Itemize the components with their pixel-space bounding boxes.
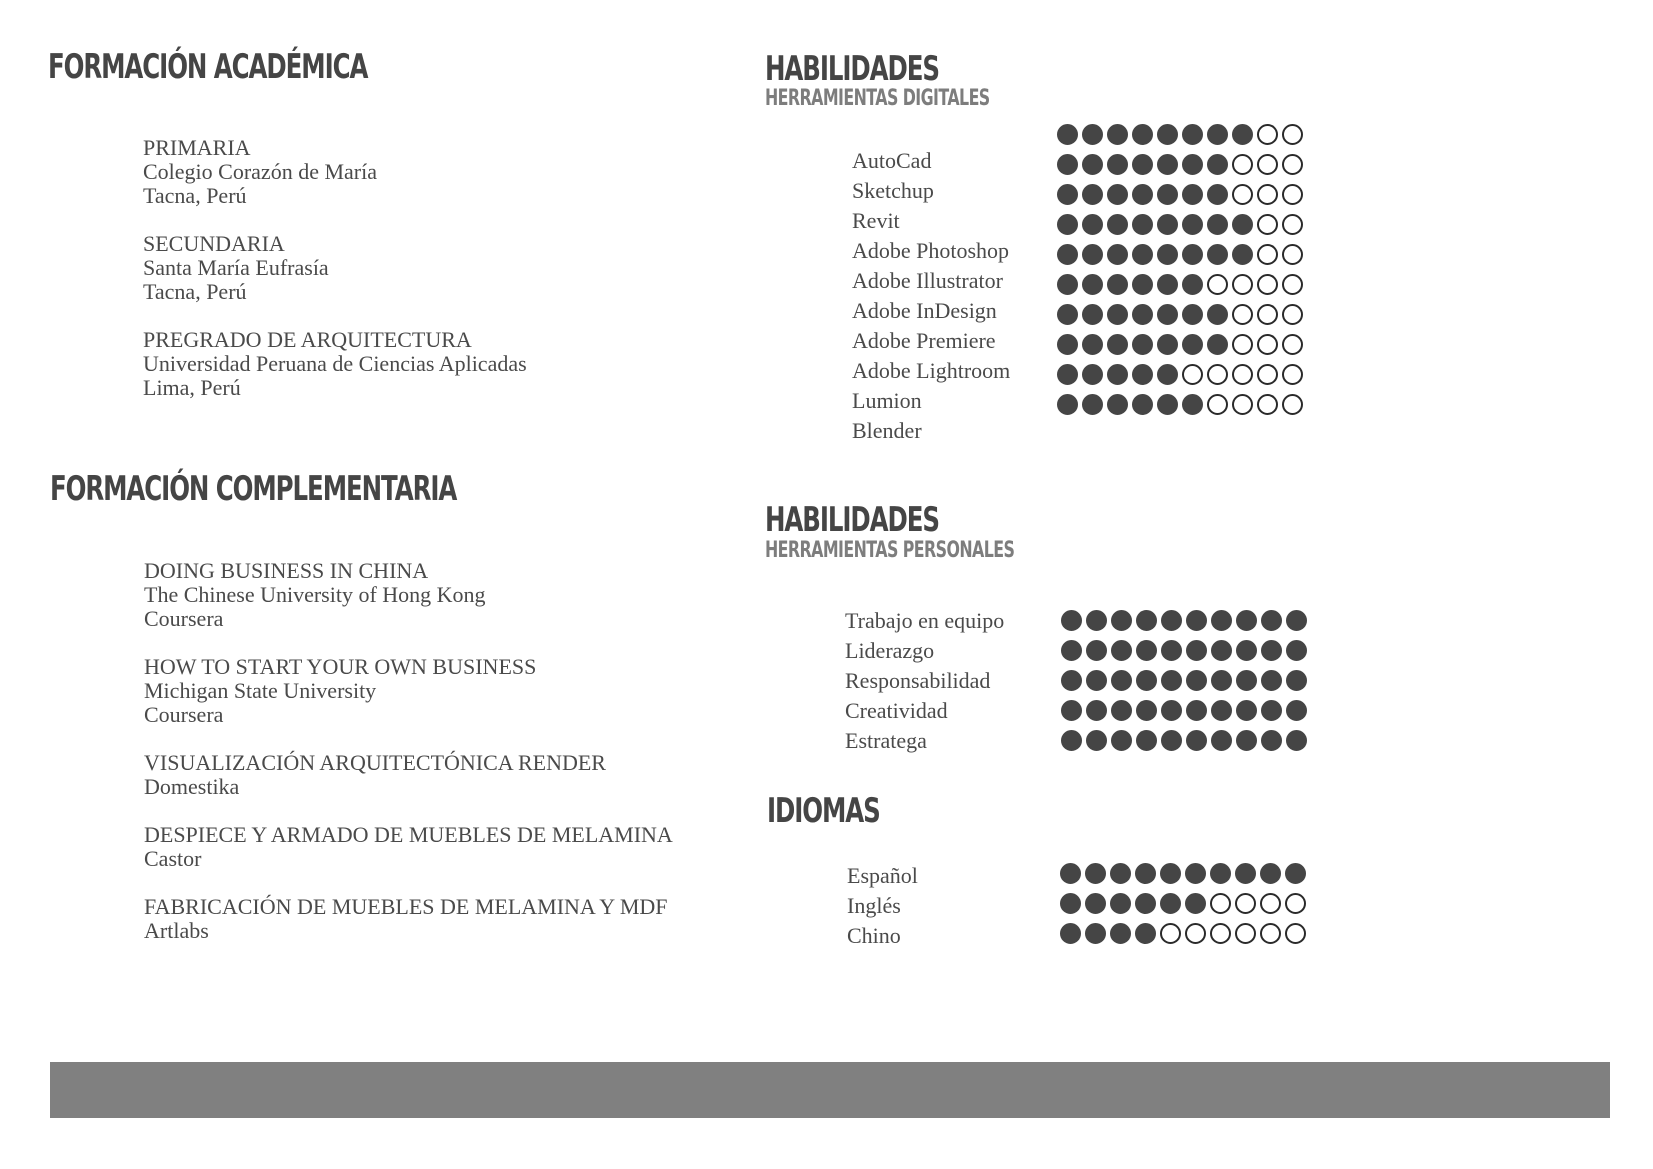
entry-detail: Coursera <box>144 606 224 631</box>
filled-dot-icon <box>1186 700 1207 721</box>
filled-dot-icon <box>1211 700 1232 721</box>
entry-item <box>143 328 527 400</box>
entry-detail: The Chinese University of Hong Kong <box>144 582 486 607</box>
empty-dot-icon <box>1235 923 1256 944</box>
empty-dot-icon <box>1257 334 1278 355</box>
filled-dot-icon <box>1286 700 1307 721</box>
filled-dot-icon <box>1236 610 1257 631</box>
filled-dot-icon <box>1157 124 1178 145</box>
filled-dot-icon <box>1261 730 1282 751</box>
entry-title: VISUALIZACIÓN ARQUITECTÓNICA RENDER <box>144 750 606 775</box>
entry-detail: Michigan State University <box>144 678 377 703</box>
empty-dot-icon <box>1207 394 1228 415</box>
filled-dot-icon <box>1160 893 1181 914</box>
skill-label: Estratega <box>845 728 927 753</box>
filled-dot-icon <box>1082 394 1103 415</box>
footer-bar <box>50 1062 1610 1118</box>
filled-dot-icon <box>1132 394 1153 415</box>
empty-dot-icon <box>1282 244 1303 265</box>
filled-dot-icon <box>1136 730 1157 751</box>
filled-dot-icon <box>1182 304 1203 325</box>
filled-dot-icon <box>1236 730 1257 751</box>
empty-dot-icon <box>1257 274 1278 295</box>
filled-dot-icon <box>1185 893 1206 914</box>
entry-detail: Santa María Eufrasía <box>143 255 329 280</box>
empty-dot-icon <box>1232 154 1253 175</box>
empty-dot-icon <box>1232 394 1253 415</box>
filled-dot-icon <box>1057 304 1078 325</box>
filled-dot-icon <box>1207 124 1228 145</box>
filled-dot-icon <box>1182 184 1203 205</box>
filled-dot-icon <box>1160 863 1181 884</box>
skill-label: Lumion <box>852 388 922 413</box>
skill-label: Adobe Illustrator <box>852 268 1003 293</box>
filled-dot-icon <box>1086 700 1107 721</box>
filled-dot-icon <box>1157 304 1178 325</box>
entry-detail: Tacna, Perú <box>143 279 247 304</box>
empty-dot-icon <box>1257 304 1278 325</box>
filled-dot-icon <box>1161 700 1182 721</box>
filled-dot-icon <box>1082 154 1103 175</box>
empty-dot-icon <box>1282 334 1303 355</box>
filled-dot-icon <box>1286 640 1307 661</box>
digital-skills-title: HABILIDADES <box>765 49 939 89</box>
rating-dots <box>1057 394 1303 415</box>
filled-dot-icon <box>1107 184 1128 205</box>
filled-dot-icon <box>1236 640 1257 661</box>
filled-dot-icon <box>1285 863 1306 884</box>
filled-dot-icon <box>1057 154 1078 175</box>
empty-dot-icon <box>1257 364 1278 385</box>
filled-dot-icon <box>1182 334 1203 355</box>
filled-dot-icon <box>1236 670 1257 691</box>
filled-dot-icon <box>1157 364 1178 385</box>
entry-item <box>143 232 527 304</box>
entry-item <box>144 559 673 631</box>
empty-dot-icon <box>1232 184 1253 205</box>
entry-title: DESPIECE Y ARMADO DE MUEBLES DE MELAMINA <box>144 822 673 847</box>
rating-dots <box>1061 610 1307 631</box>
filled-dot-icon <box>1061 640 1082 661</box>
filled-dot-icon <box>1182 124 1203 145</box>
skill-label: Inglés <box>847 893 901 918</box>
skill-label: Creatividad <box>845 698 948 723</box>
skill-label: Adobe InDesign <box>852 298 997 323</box>
empty-dot-icon <box>1257 214 1278 235</box>
filled-dot-icon <box>1085 923 1106 944</box>
filled-dot-icon <box>1236 700 1257 721</box>
empty-dot-icon <box>1257 394 1278 415</box>
empty-dot-icon <box>1160 923 1181 944</box>
filled-dot-icon <box>1061 670 1082 691</box>
skill-label: Chino <box>847 923 901 948</box>
filled-dot-icon <box>1082 184 1103 205</box>
skill-label: Revit <box>852 208 900 233</box>
empty-dot-icon <box>1232 364 1253 385</box>
rating-dots <box>1057 274 1303 295</box>
filled-dot-icon <box>1182 274 1203 295</box>
filled-dot-icon <box>1232 244 1253 265</box>
filled-dot-icon <box>1057 334 1078 355</box>
empty-dot-icon <box>1257 184 1278 205</box>
filled-dot-icon <box>1057 184 1078 205</box>
filled-dot-icon <box>1161 730 1182 751</box>
filled-dot-icon <box>1086 640 1107 661</box>
empty-dot-icon <box>1232 304 1253 325</box>
filled-dot-icon <box>1260 863 1281 884</box>
empty-dot-icon <box>1257 124 1278 145</box>
empty-dot-icon <box>1260 893 1281 914</box>
filled-dot-icon <box>1061 610 1082 631</box>
filled-dot-icon <box>1157 274 1178 295</box>
filled-dot-icon <box>1132 334 1153 355</box>
filled-dot-icon <box>1107 274 1128 295</box>
empty-dot-icon <box>1282 124 1303 145</box>
filled-dot-icon <box>1061 700 1082 721</box>
filled-dot-icon <box>1082 304 1103 325</box>
filled-dot-icon <box>1261 610 1282 631</box>
filled-dot-icon <box>1111 700 1132 721</box>
skill-label: AutoCad <box>852 148 932 173</box>
filled-dot-icon <box>1261 670 1282 691</box>
filled-dot-icon <box>1060 923 1081 944</box>
filled-dot-icon <box>1207 154 1228 175</box>
empty-dot-icon <box>1282 184 1303 205</box>
skill-label: Liderazgo <box>845 638 935 663</box>
filled-dot-icon <box>1057 214 1078 235</box>
filled-dot-icon <box>1135 863 1156 884</box>
filled-dot-icon <box>1060 863 1081 884</box>
filled-dot-icon <box>1132 244 1153 265</box>
empty-dot-icon <box>1232 334 1253 355</box>
skill-label: Blender <box>852 418 922 443</box>
filled-dot-icon <box>1157 184 1178 205</box>
rating-dots <box>1057 184 1303 205</box>
entry-detail: Castor <box>144 846 202 871</box>
filled-dot-icon <box>1107 304 1128 325</box>
rating-dots <box>1061 730 1307 751</box>
filled-dot-icon <box>1182 394 1203 415</box>
filled-dot-icon <box>1132 364 1153 385</box>
empty-dot-icon <box>1282 394 1303 415</box>
filled-dot-icon <box>1157 154 1178 175</box>
entry-item <box>143 136 527 208</box>
empty-dot-icon <box>1235 893 1256 914</box>
filled-dot-icon <box>1261 640 1282 661</box>
entry-item <box>144 823 673 871</box>
entry-title: DOING BUSINESS IN CHINA <box>144 558 429 583</box>
filled-dot-icon <box>1211 730 1232 751</box>
filled-dot-icon <box>1186 670 1207 691</box>
filled-dot-icon <box>1132 184 1153 205</box>
filled-dot-icon <box>1107 364 1128 385</box>
rating-dots <box>1060 893 1306 914</box>
filled-dot-icon <box>1057 364 1078 385</box>
filled-dot-icon <box>1110 893 1131 914</box>
rating-dots <box>1060 863 1306 884</box>
filled-dot-icon <box>1107 214 1128 235</box>
filled-dot-icon <box>1110 923 1131 944</box>
empty-dot-icon <box>1282 304 1303 325</box>
rating-dots <box>1057 244 1303 265</box>
entry-detail: Domestika <box>144 774 240 799</box>
filled-dot-icon <box>1057 124 1078 145</box>
empty-dot-icon <box>1207 364 1228 385</box>
rating-dots <box>1061 700 1307 721</box>
rating-dots <box>1061 640 1307 661</box>
filled-dot-icon <box>1085 863 1106 884</box>
filled-dot-icon <box>1082 124 1103 145</box>
filled-dot-icon <box>1111 670 1132 691</box>
entry-title: HOW TO START YOUR OWN BUSINESS <box>144 654 537 679</box>
filled-dot-icon <box>1211 640 1232 661</box>
filled-dot-icon <box>1110 863 1131 884</box>
filled-dot-icon <box>1157 244 1178 265</box>
filled-dot-icon <box>1111 640 1132 661</box>
filled-dot-icon <box>1132 274 1153 295</box>
entry-title: FABRICACIÓN DE MUEBLES DE MELAMINA Y MDF <box>144 894 668 919</box>
filled-dot-icon <box>1136 610 1157 631</box>
entry-detail: Colegio Corazón de María <box>143 159 377 184</box>
filled-dot-icon <box>1232 124 1253 145</box>
filled-dot-icon <box>1136 670 1157 691</box>
filled-dot-icon <box>1182 244 1203 265</box>
filled-dot-icon <box>1157 394 1178 415</box>
filled-dot-icon <box>1132 214 1153 235</box>
filled-dot-icon <box>1161 640 1182 661</box>
filled-dot-icon <box>1082 214 1103 235</box>
skill-label: Adobe Premiere <box>852 328 996 353</box>
empty-dot-icon <box>1210 893 1231 914</box>
entry-title: PREGRADO DE ARQUITECTURA <box>143 327 472 352</box>
entry-item <box>144 895 673 943</box>
empty-dot-icon <box>1185 923 1206 944</box>
empty-dot-icon <box>1285 893 1306 914</box>
empty-dot-icon <box>1257 244 1278 265</box>
filled-dot-icon <box>1136 700 1157 721</box>
rating-dots <box>1057 154 1303 175</box>
empty-dot-icon <box>1282 214 1303 235</box>
skill-label: Trabajo en equipo <box>845 608 1005 633</box>
filled-dot-icon <box>1082 334 1103 355</box>
filled-dot-icon <box>1086 670 1107 691</box>
filled-dot-icon <box>1207 244 1228 265</box>
filled-dot-icon <box>1211 670 1232 691</box>
filled-dot-icon <box>1207 184 1228 205</box>
filled-dot-icon <box>1136 640 1157 661</box>
filled-dot-icon <box>1082 274 1103 295</box>
filled-dot-icon <box>1057 274 1078 295</box>
empty-dot-icon <box>1260 923 1281 944</box>
filled-dot-icon <box>1107 334 1128 355</box>
filled-dot-icon <box>1135 893 1156 914</box>
skill-label: Adobe Lightroom <box>852 358 1011 383</box>
filled-dot-icon <box>1157 214 1178 235</box>
filled-dot-icon <box>1082 364 1103 385</box>
filled-dot-icon <box>1261 700 1282 721</box>
filled-dot-icon <box>1107 154 1128 175</box>
filled-dot-icon <box>1060 893 1081 914</box>
rating-dots <box>1061 670 1307 691</box>
entry-detail: Lima, Perú <box>143 375 241 400</box>
empty-dot-icon <box>1210 923 1231 944</box>
academic-list <box>143 136 527 424</box>
entry-title: SECUNDARIA <box>143 231 285 256</box>
filled-dot-icon <box>1132 304 1153 325</box>
filled-dot-icon <box>1182 154 1203 175</box>
entry-title: PRIMARIA <box>143 135 251 160</box>
filled-dot-icon <box>1111 730 1132 751</box>
filled-dot-icon <box>1185 863 1206 884</box>
personal-skills-subtitle: HERRAMIENTAS PERSONALES <box>765 538 1015 563</box>
filled-dot-icon <box>1107 244 1128 265</box>
filled-dot-icon <box>1286 610 1307 631</box>
filled-dot-icon <box>1086 610 1107 631</box>
empty-dot-icon <box>1207 274 1228 295</box>
filled-dot-icon <box>1107 124 1128 145</box>
filled-dot-icon <box>1207 214 1228 235</box>
empty-dot-icon <box>1282 154 1303 175</box>
entry-item <box>144 751 673 799</box>
entry-detail: Tacna, Perú <box>143 183 247 208</box>
skill-label: Español <box>847 863 918 888</box>
entry-detail: Universidad Peruana de Ciencias Aplicadas <box>143 351 527 376</box>
skill-label: Sketchup <box>852 178 934 203</box>
filled-dot-icon <box>1135 923 1156 944</box>
filled-dot-icon <box>1161 610 1182 631</box>
filled-dot-icon <box>1086 730 1107 751</box>
empty-dot-icon <box>1282 274 1303 295</box>
filled-dot-icon <box>1057 394 1078 415</box>
filled-dot-icon <box>1132 154 1153 175</box>
skill-label: Responsabilidad <box>845 668 991 693</box>
filled-dot-icon <box>1211 610 1232 631</box>
rating-dots <box>1057 124 1303 145</box>
filled-dot-icon <box>1161 670 1182 691</box>
complementary-list <box>144 559 673 967</box>
filled-dot-icon <box>1085 893 1106 914</box>
rating-dots <box>1057 214 1303 235</box>
empty-dot-icon <box>1285 923 1306 944</box>
filled-dot-icon <box>1186 640 1207 661</box>
filled-dot-icon <box>1235 863 1256 884</box>
empty-dot-icon <box>1232 274 1253 295</box>
filled-dot-icon <box>1286 670 1307 691</box>
filled-dot-icon <box>1207 304 1228 325</box>
filled-dot-icon <box>1107 394 1128 415</box>
rating-dots <box>1060 923 1306 944</box>
filled-dot-icon <box>1186 610 1207 631</box>
filled-dot-icon <box>1132 124 1153 145</box>
filled-dot-icon <box>1207 334 1228 355</box>
filled-dot-icon <box>1057 244 1078 265</box>
empty-dot-icon <box>1257 154 1278 175</box>
skill-label: Adobe Photoshop <box>852 238 1010 263</box>
languages-title: IDIOMAS <box>767 791 880 831</box>
filled-dot-icon <box>1186 730 1207 751</box>
filled-dot-icon <box>1182 214 1203 235</box>
digital-skills-subtitle: HERRAMIENTAS DIGITALES <box>765 86 990 111</box>
academic-title: FORMACIÓN ACADÉMICA <box>48 47 368 87</box>
personal-skills-title: HABILIDADES <box>765 500 939 540</box>
filled-dot-icon <box>1286 730 1307 751</box>
filled-dot-icon <box>1061 730 1082 751</box>
rating-dots <box>1057 334 1303 355</box>
empty-dot-icon <box>1182 364 1203 385</box>
entry-detail: Coursera <box>144 702 224 727</box>
rating-dots <box>1057 364 1303 385</box>
entry-detail: Artlabs <box>144 918 209 943</box>
empty-dot-icon <box>1282 364 1303 385</box>
filled-dot-icon <box>1232 214 1253 235</box>
rating-dots <box>1057 304 1303 325</box>
filled-dot-icon <box>1157 334 1178 355</box>
entry-item <box>144 655 673 727</box>
filled-dot-icon <box>1082 244 1103 265</box>
filled-dot-icon <box>1111 610 1132 631</box>
filled-dot-icon <box>1210 863 1231 884</box>
complementary-title: FORMACIÓN COMPLEMENTARIA <box>50 469 457 509</box>
